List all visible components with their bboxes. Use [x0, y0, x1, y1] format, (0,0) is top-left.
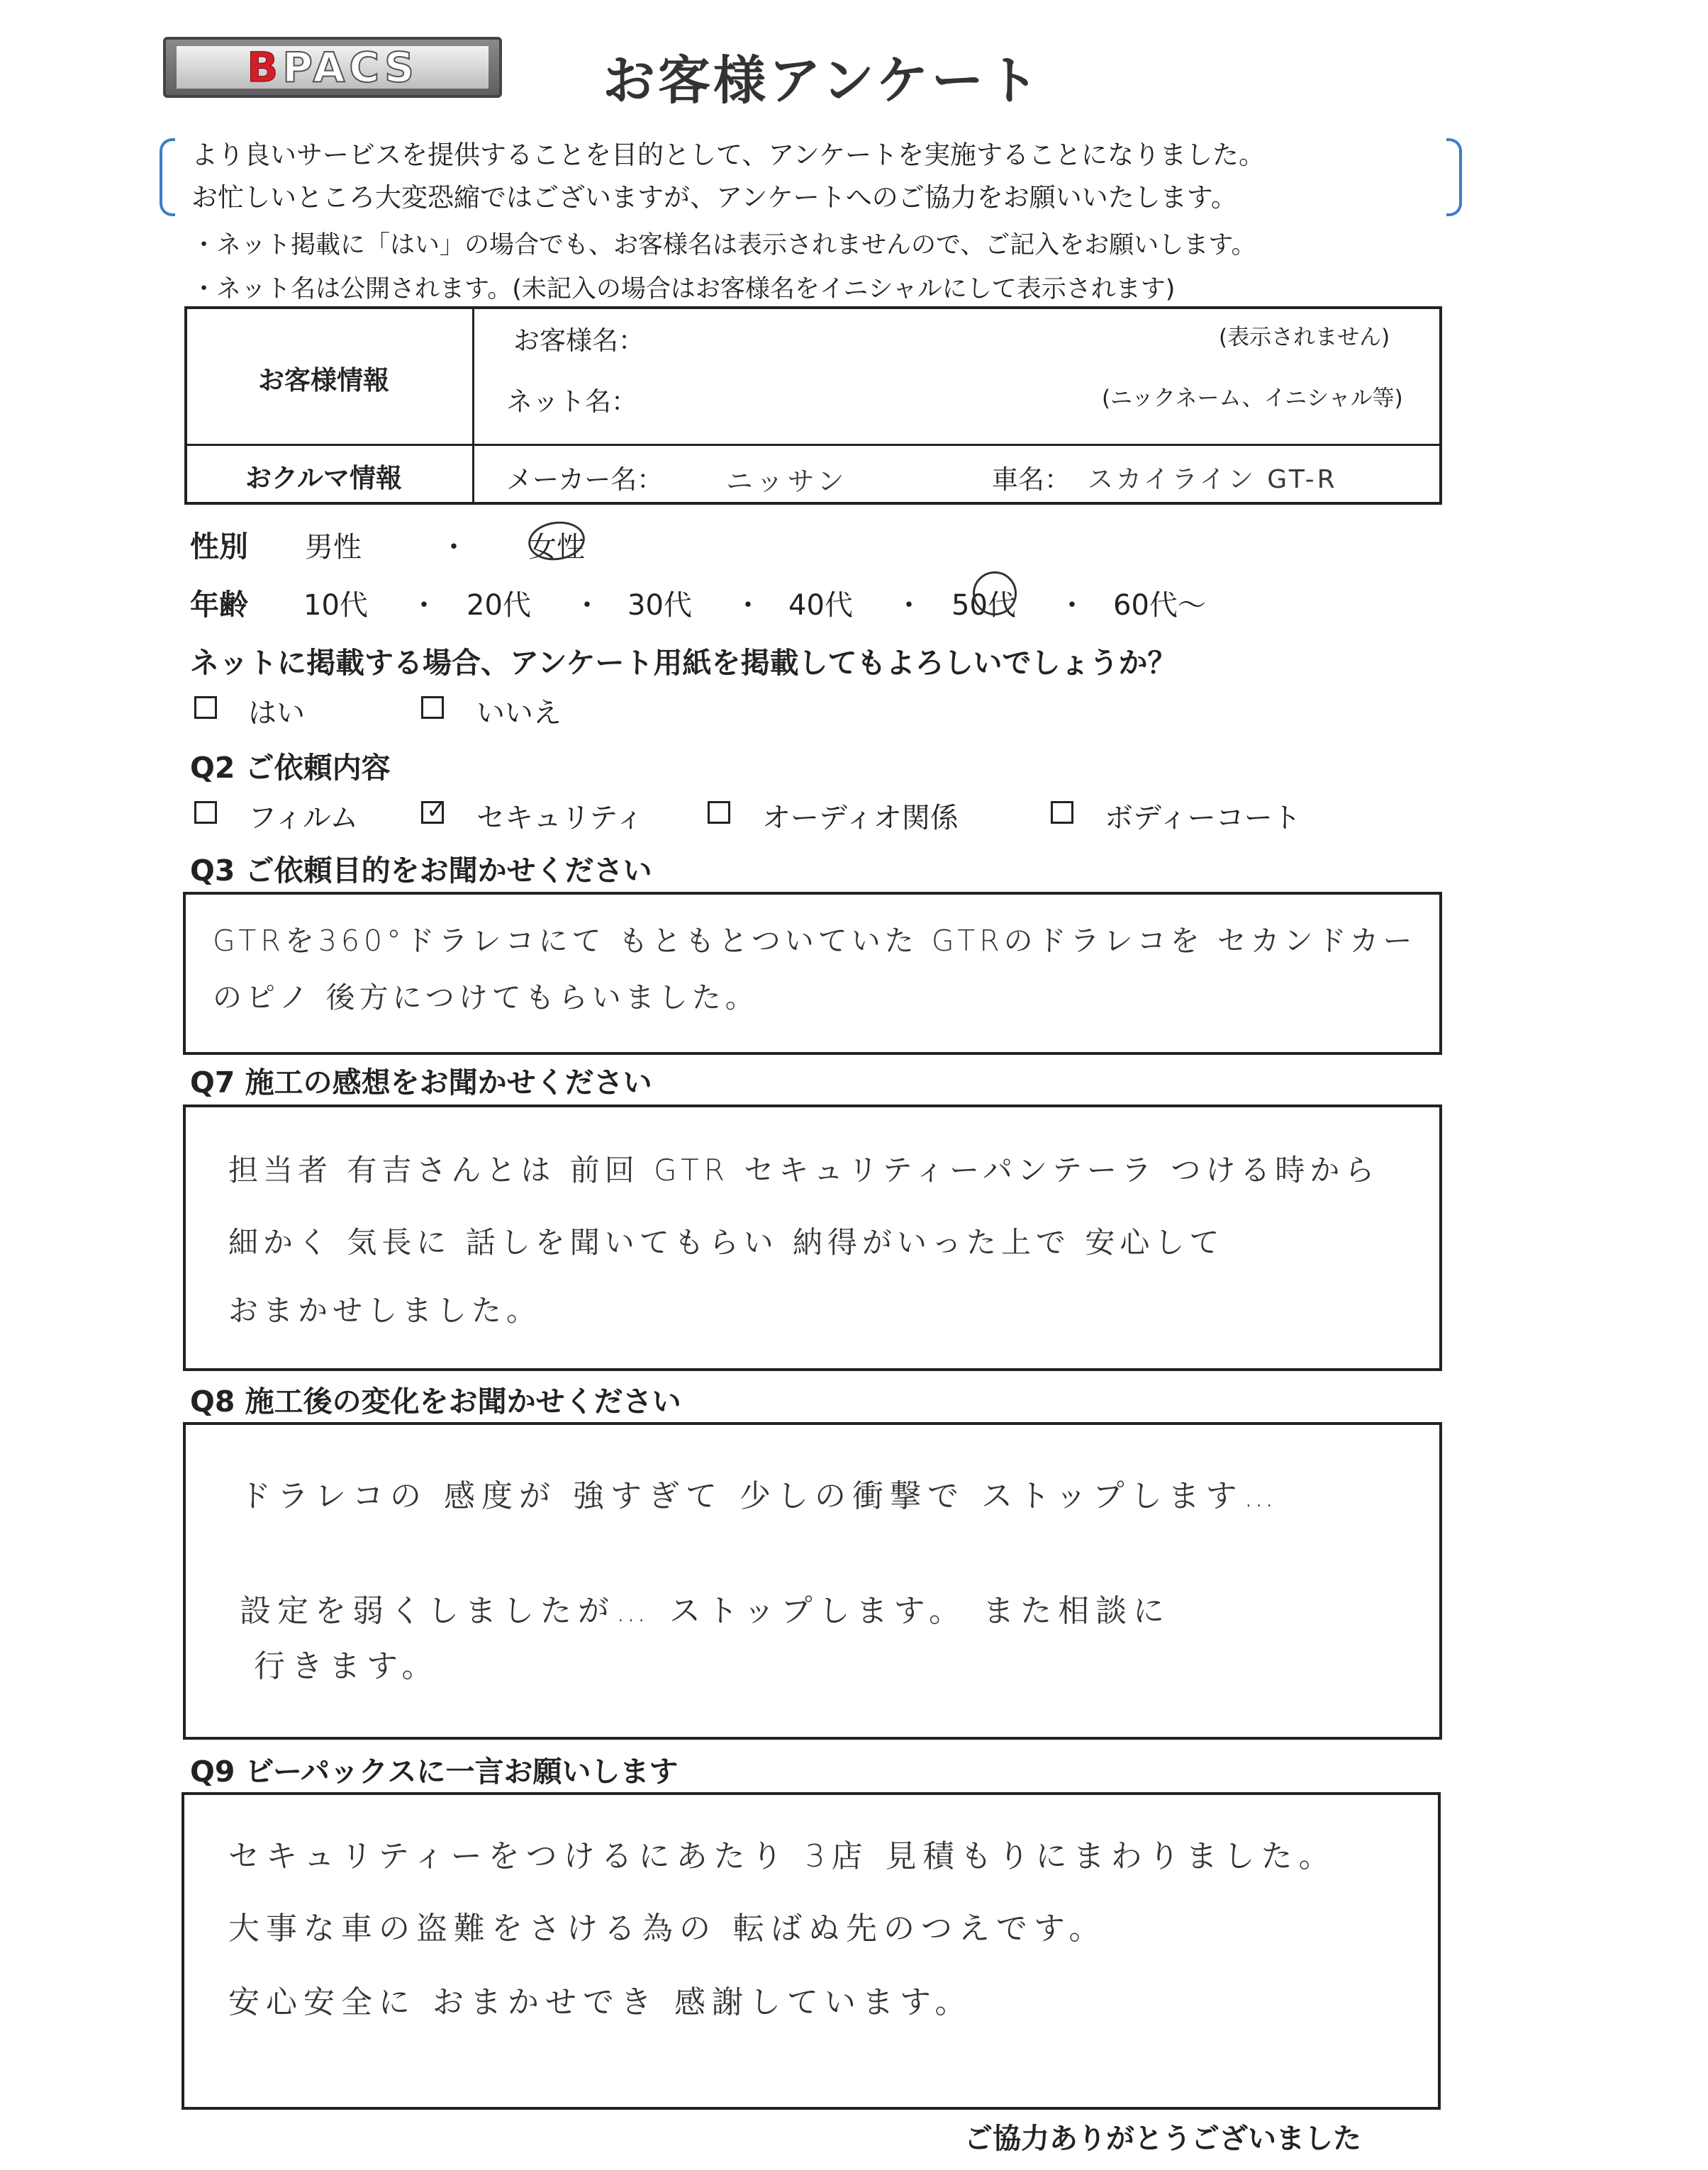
car-info-header: おクルマ情報 — [245, 463, 402, 493]
age-separator: ・ — [410, 589, 438, 622]
gender-option-female: 女性 — [528, 531, 585, 564]
q2-security-label: セキュリティ — [476, 802, 644, 834]
publish-yes-label: はい — [248, 697, 305, 729]
page-title: お客様アンケート — [603, 50, 1042, 111]
maker-label: メーカー名： — [506, 464, 664, 495]
q2-audio-checkbox[interactable] — [708, 801, 730, 824]
car-name-value: スカイライン GT-R — [1088, 465, 1338, 494]
age-option-20s: 20代 — [467, 589, 531, 622]
age-separator: ・ — [1058, 589, 1086, 622]
age-separator: ・ — [895, 589, 923, 622]
gender-separator: ・ — [440, 531, 468, 564]
intro-line-2: お忙しいところ大変恐縮ではございますが、アンケートへのご協力をお願いいたします。 — [191, 182, 1237, 213]
age-separator: ・ — [734, 589, 762, 622]
intro-bracket-left — [160, 138, 175, 216]
note-2: ・ネット名は公開されます。(未記入の場合はお客様名をイニシャルにして表示されます) — [191, 275, 1176, 303]
q9-heading: Q9 ビーパックスに一言お願いします — [190, 1755, 679, 1789]
age-option-30s: 30代 — [627, 589, 692, 622]
q2-bodycoat-label: ボディーコート — [1105, 802, 1301, 834]
age-separator: ・ — [573, 589, 601, 622]
q2-security-checkbox[interactable] — [421, 796, 447, 824]
bpacs-logo — [163, 37, 502, 98]
q7-answer-line-1: 担当者 有吉さんとは 前回 GTR セキュリティーパンテーラ つける時から — [228, 1153, 1380, 1187]
note-1: ・ネット掲載に「はい」の場合でも、お客様名は表示されませんので、ご記入をお願いします。 — [191, 231, 1256, 259]
q3-heading: Q3 ご依頼目的をお聞かせください — [190, 854, 652, 888]
q8-heading: Q8 施工後の変化をお聞かせください — [190, 1385, 681, 1419]
q9-answer-line-1: セキュリティーをつけるにあたり 3店 見積もりにまわりました。 — [228, 1838, 1336, 1874]
q8-answer-box[interactable] — [183, 1422, 1442, 1740]
publish-no-label: いいえ — [476, 697, 562, 729]
q7-answer-box[interactable] — [183, 1104, 1442, 1371]
age-label: 年齢 — [190, 588, 248, 622]
publish-question: ネットに掲載する場合、アンケート用紙を掲載してもよろしいでしょうか？ — [190, 646, 1177, 680]
age-selected-circle — [973, 571, 1017, 615]
net-name-note: (ニックネーム、イニシャル等) — [1102, 386, 1403, 411]
logo-text — [247, 43, 418, 91]
customer-info-table — [184, 306, 1442, 505]
check-icon: ✓ — [426, 796, 447, 824]
age-option-60s-plus: 60代～ — [1113, 589, 1206, 622]
q7-heading: Q7 施工の感想をお聞かせください — [190, 1066, 652, 1100]
q8-answer-line-3: 行きます。 — [254, 1648, 440, 1684]
logo-rest-letters: PACS — [282, 43, 418, 91]
maker-value: ニッサン — [726, 466, 849, 497]
q2-film-checkbox[interactable] — [194, 801, 217, 824]
q2-audio-label: オーディオ関係 — [762, 802, 959, 834]
customer-name-note: (表示されません) — [1219, 325, 1390, 350]
q3-answer-line-1: GTRを360°ドラレコにて もともとついていた GTRのドラレコを セカンドカー — [213, 924, 1417, 958]
q7-answer-line-2: 細かく 気長に 話しを聞いてもらい 納得がいった上で 安心して — [228, 1225, 1224, 1260]
q3-answer-line-2: のピノ 後方につけてもらいました。 — [213, 980, 759, 1014]
car-name-label: 車名： — [992, 464, 1071, 495]
q8-answer-line-2: 設定を弱くしましたが… ストップします。 また相談に — [240, 1593, 1171, 1629]
thanks-message: ご協力ありがとうございました — [964, 2123, 1361, 2155]
q2-heading: Q2 ご依頼内容 — [190, 751, 391, 785]
publish-no-checkbox[interactable] — [421, 696, 444, 719]
gender-option-male: 男性 — [305, 531, 362, 564]
intro-line-1: より良いサービスを提供することを目的として、アンケートを実施することになりました。 — [191, 140, 1266, 170]
age-option-40s: 40代 — [788, 589, 853, 622]
age-option-50s: 50代 — [951, 589, 1016, 622]
publish-yes-checkbox[interactable] — [194, 696, 217, 719]
table-divider-horizontal — [187, 444, 1439, 446]
customer-name-label: お客様名： — [513, 325, 644, 356]
q2-bodycoat-checkbox[interactable] — [1051, 801, 1073, 824]
gender-label: 性別 — [190, 530, 248, 564]
logo-plate — [177, 43, 489, 91]
logo-b-letter: B — [247, 43, 283, 91]
customer-info-header: お客様情報 — [258, 365, 389, 396]
q9-answer-box[interactable] — [182, 1792, 1441, 2110]
q7-answer-line-3: おまかせしました。 — [228, 1293, 542, 1328]
q2-film-label: フィルム — [248, 802, 359, 834]
q9-answer-line-3: 安心安全に おまかせでき 感謝しています。 — [228, 1984, 973, 2020]
net-name-label: ネット名： — [506, 386, 637, 417]
intro-bracket-right — [1446, 138, 1462, 216]
q8-answer-line-1: ドラレコの 感度が 強すぎて 少しの衝撃で ストップします… — [240, 1478, 1281, 1514]
q9-answer-line-2: 大事な車の盗難をさける為の 転ばぬ先のつえです。 — [228, 1911, 1107, 1947]
age-option-10s: 10代 — [303, 589, 368, 622]
q3-answer-box[interactable] — [183, 892, 1442, 1055]
table-divider-vertical — [472, 309, 474, 502]
